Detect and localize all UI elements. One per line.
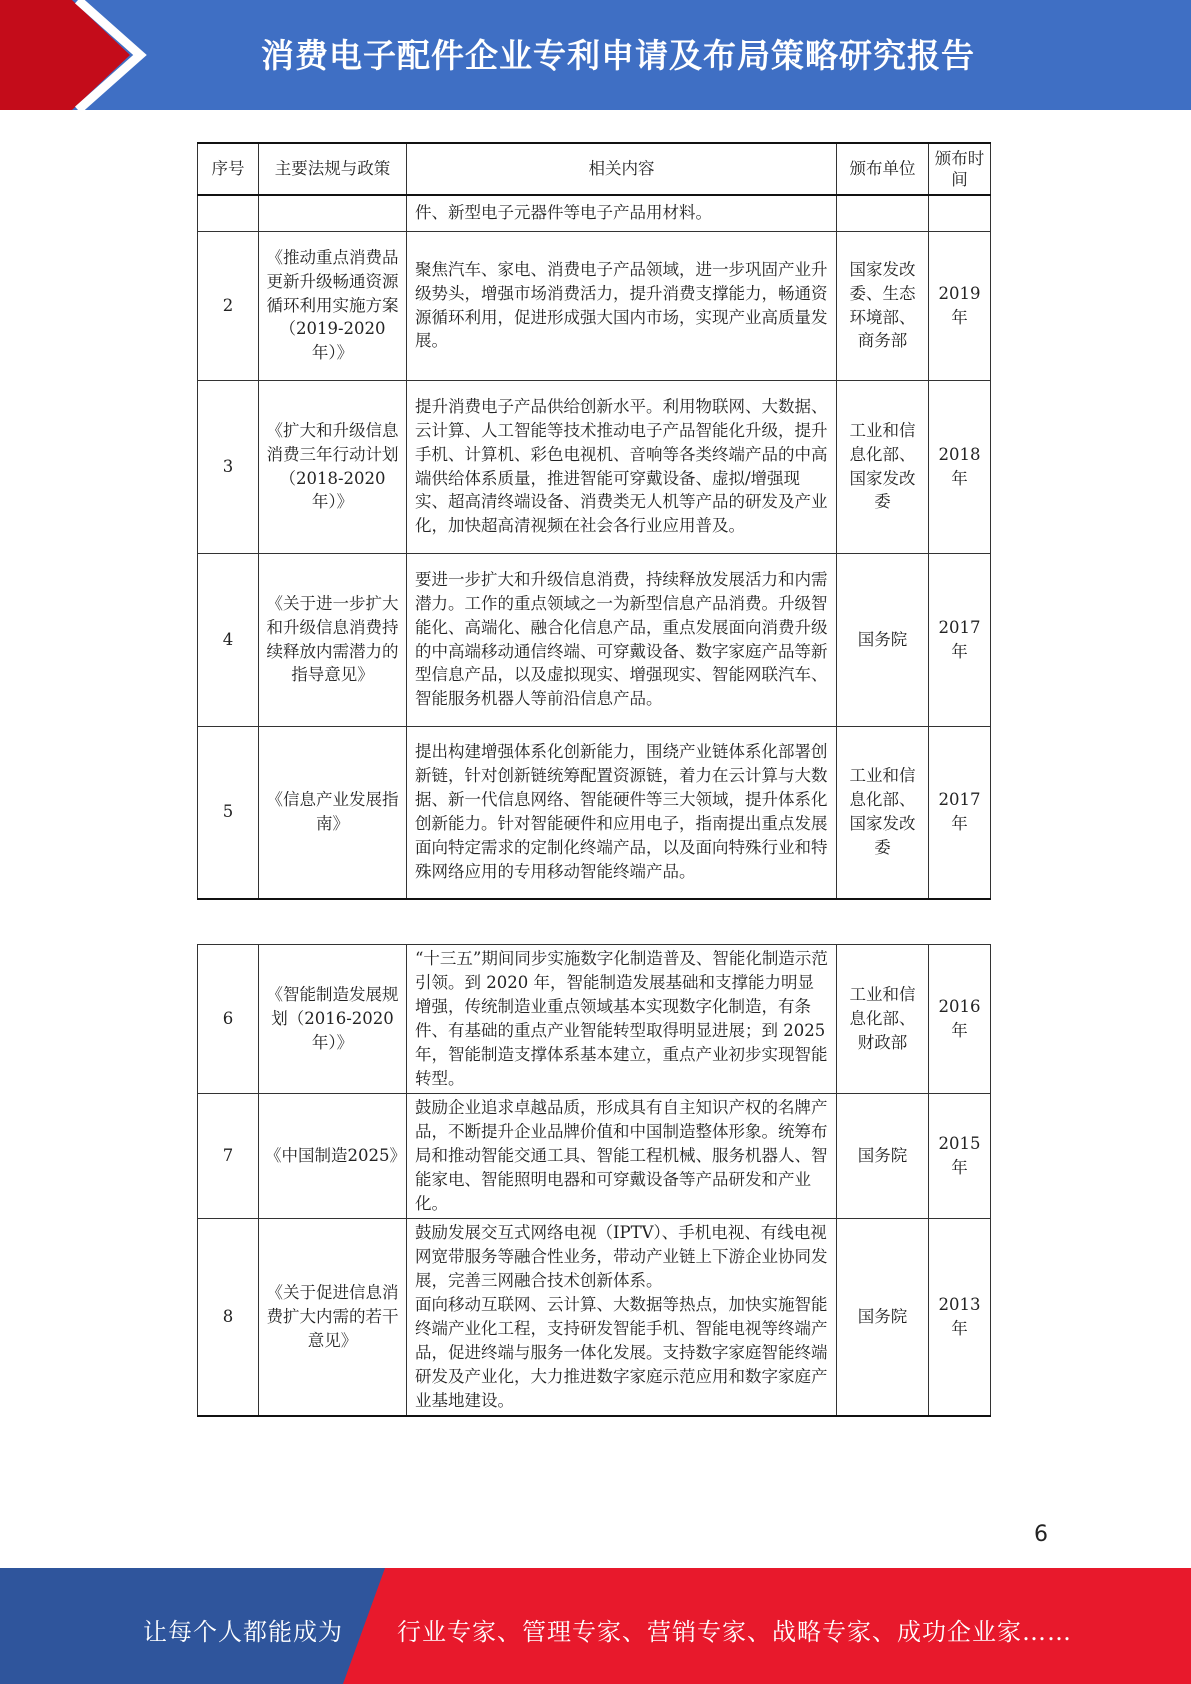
cell-content: 提升消费电子产品供给创新水平。利用物联网、大数据、云计算、人工智能等技术推动电子产品智能化升级，提升手机、计算机、彩色电视机、音响等各类终端产品的中高端供给体系质量，推进智能可穿戴设备、虚拟/增强现实、超高清终端设备、消费类无人机等产品的研发及产业化，加快超高清视频在社会各行业应用普及。: [407, 380, 837, 553]
header-name: 主要法规与政策: [259, 143, 407, 195]
cell-no: 4: [198, 553, 259, 726]
cell-no: 2: [198, 231, 259, 380]
cell-content: “十三五”期间同步实施数字化制造普及、智能化制造示范引领。到 2020 年，智能制造发展基础和支撑能力明显增强，传统制造业重点领域基本实现数字化制造，有条件、有基础的重点产业智能转型取得明显进展；到 2025 年，智能制造支撑体系基本建立，重点产业初步实现智能转型。: [407, 945, 837, 1094]
cell-time: 2015年: [929, 1094, 991, 1219]
cell-unit: 工业和信息化部、财政部: [837, 945, 929, 1094]
table-row-continuation: [198, 195, 991, 231]
cell-content: 提出构建增强体系化创新能力，围绕产业链体系化部署创新链，针对创新链统筹配置资源链，着力在云计算与大数据、新一代信息网络、智能硬件等三大领域，提升体系化创新能力。针对智能硬件和应用电子，指南提出重点发展面向特定需求的定制化终端产品，以及面向特殊行业和特殊网络应用的专用移动智能终端产品。: [407, 726, 837, 899]
cell-content: [407, 1219, 837, 1416]
cell-name: 《扩大和升级信息消费三年行动计划（2018-2020年）》: [259, 380, 407, 553]
cell-time: 2017年: [929, 553, 991, 726]
cell-content: 件、新型电子元器件等电子产品用材料。: [407, 195, 837, 231]
cell-name: 《推动重点消费品更新升级畅通资源循环利用实施方案（2019-2020年）》: [259, 231, 407, 380]
cell-name: 《信息产业发展指南》: [259, 726, 407, 899]
cell-name: 《关于进一步扩大和升级信息消费持续释放内需潜力的指导意见》: [259, 553, 407, 726]
cell-content: 要进一步扩大和升级信息消费，持续释放发展活力和内需潜力。工作的重点领域之一为新型信息产品消费。升级智能化、高端化、融合化信息产品，重点发展面向消费升级的中高端移动通信终端、可穿戴设备、数字家庭产品等新型信息产品，以及虚拟现实、增强现实、智能网联汽车、智能服务机器人等前沿信息产品。: [407, 553, 837, 726]
table-row: [198, 1094, 991, 1219]
cell-unit: [837, 195, 929, 231]
report-header: [0, 0, 1191, 110]
cell-no: 7: [198, 1094, 259, 1219]
policy-table-part-1: [197, 142, 991, 900]
cell-unit: 工业和信息化部、国家发改委: [837, 726, 929, 899]
table-row: [198, 553, 991, 726]
report-footer: [0, 1568, 1191, 1684]
header-content: 相关内容: [407, 143, 837, 195]
content-paragraph: 面向移动互联网、云计算、大数据等热点，加快实施智能终端产业化工程，支持研发智能手机、智能电视等终端产品，促进终端与服务一体化发展。支持数字家庭智能终端研发及产业化，大力推进数字家庭示范应用和数字家庭产业基地建设。: [415, 1294, 828, 1410]
page-number: 6: [1034, 1522, 1048, 1547]
policy-table-part-2: [197, 944, 991, 1417]
cell-name: [259, 195, 407, 231]
cell-unit: 国务院: [837, 1219, 929, 1416]
cell-unit: 工业和信息化部、国家发改委: [837, 380, 929, 553]
table-row: [198, 231, 991, 380]
cell-content: 聚焦汽车、家电、消费电子产品领域，进一步巩固产业升级势头，增强市场消费活力，提升消费支撑能力，畅通资源循环利用，促进形成强大国内市场，实现产业高质量发展。: [407, 231, 837, 380]
cell-time: 2019年: [929, 231, 991, 380]
cell-name: 《关于促进信息消费扩大内需的若干意见》: [259, 1219, 407, 1416]
header-unit: 颁布单位: [837, 143, 929, 195]
header-time: 颁布时间: [929, 143, 991, 195]
cell-name: 《智能制造发展规划（2016-2020年）》: [259, 945, 407, 1094]
cell-no: 8: [198, 1219, 259, 1416]
report-title: 消费电子配件企业专利申请及布局策略研究报告: [261, 36, 975, 75]
header-no: 序号: [198, 143, 259, 195]
cell-time: 2018年: [929, 380, 991, 553]
cell-time: [929, 195, 991, 231]
table-row: [198, 380, 991, 553]
cell-unit: 国务院: [837, 1094, 929, 1219]
cell-no: [198, 195, 259, 231]
cell-no: 5: [198, 726, 259, 899]
table-header-row: [198, 143, 991, 195]
cell-time: 2016年: [929, 945, 991, 1094]
cell-unit: 国家发改委、生态环境部、商务部: [837, 231, 929, 380]
cell-no: 6: [198, 945, 259, 1094]
footer-slogan-right: 行业专家、管理专家、营销专家、战略专家、成功企业家……: [397, 1618, 1072, 1646]
table-row: [198, 726, 991, 899]
table-row: [198, 945, 991, 1094]
cell-name: 《中国制造2025》: [259, 1094, 407, 1219]
cell-time: 2017年: [929, 726, 991, 899]
cell-no: 3: [198, 380, 259, 553]
cell-time: 2013年: [929, 1219, 991, 1416]
cell-unit: 国务院: [837, 553, 929, 726]
cell-content: 鼓励企业追求卓越品质，形成具有自主知识产权的名牌产品，不断提升企业品牌价值和中国制造整体形象。统筹布局和推动智能交通工具、智能工程机械、服务机器人、智能家电、智能照明电器和可穿戴设备等产品研发和产业化。: [407, 1094, 837, 1219]
footer-slogan-left: 让每个人都能成为: [143, 1618, 343, 1646]
table-row: [198, 1219, 991, 1416]
content-paragraph: 鼓励发展交互式网络电视（IPTV）、手机电视、有线电视网宽带服务等融合性业务，带动产业链上下游企业协同发展，完善三网融合技术创新体系。: [415, 1223, 828, 1290]
